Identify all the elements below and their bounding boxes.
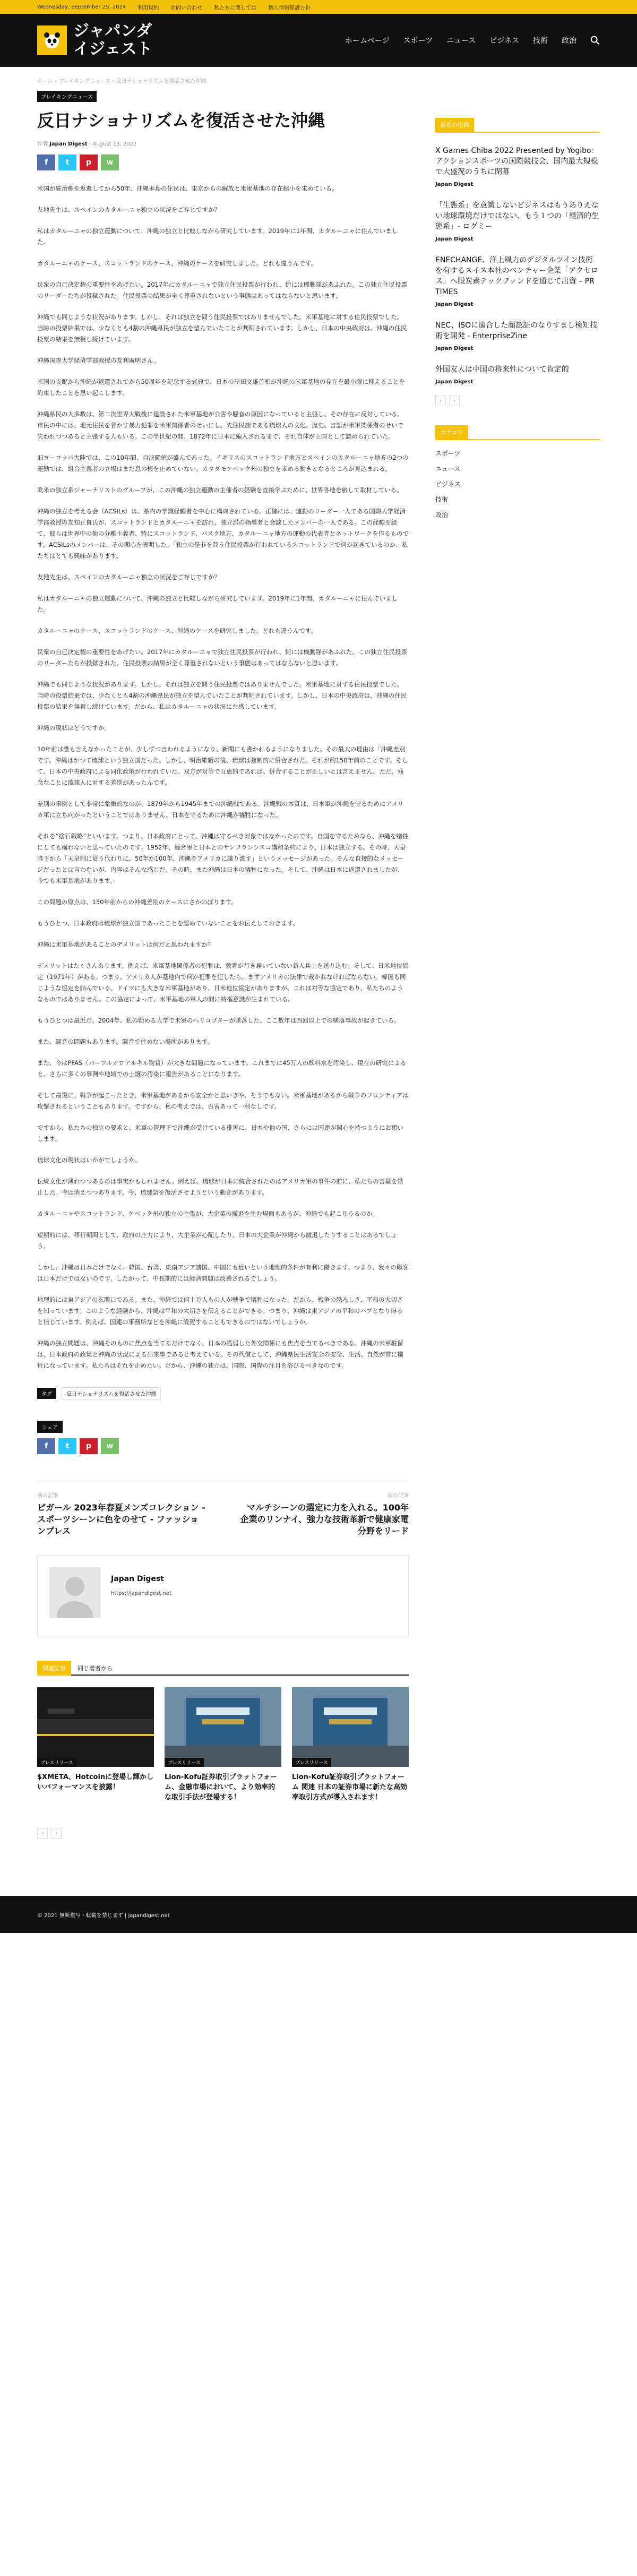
article-paragraph: また、今はPFAS（パーフルオロアルキル物質）が大きな問題になっています。これまでに45万人の飲料水を汚染し、現在の研究によると、さらに多くの事例や地域での土壌の汚染に報告があることになります。	[37, 1059, 407, 1078]
tab-related[interactable]: 関連記事	[37, 1661, 71, 1676]
latest-author[interactable]: Japan Digest	[435, 302, 474, 307]
whatsapp-icon: w	[106, 158, 114, 167]
crypto-thumbnail-image	[37, 1687, 154, 1767]
prev-page-icon[interactable]: ‹	[37, 1828, 48, 1839]
facebook-share-button[interactable]	[37, 154, 55, 170]
prev-page-icon[interactable]: ‹	[435, 396, 446, 406]
share-buttons-top	[37, 154, 409, 170]
breadcrumb[interactable]: ホーム › ブレイキングニュース › 反日ナショナリズムを復活させた沖縄	[37, 79, 206, 84]
twitter-icon: t	[65, 158, 70, 167]
categories-heading: カテゴリ	[435, 425, 468, 439]
article-paragraph: また、騒音の問題もあります。騒音で住めない場所があります。	[37, 1038, 213, 1045]
article-paragraph: 米国の支配から沖縄が返還されてから50周年を記念する式典で、日本の岸田文雄首相が沖縄の米軍基地の存在を最小限に抑えることを約束したことを思い起こします。	[37, 378, 405, 397]
article-body	[37, 183, 409, 1371]
top-date: Wednesday, September 25, 2024	[37, 4, 126, 10]
article-paragraph: 沖縄の独立を考える会（ACSILs）は、県内の学識経験者を中心に構成されている。正確には、運動のリーダー一人である国際大学経済学部教授の友知正貴氏が、スコットランドとカタルーニャを訪れ、独立派の指導者と会談したメンバーの一人である。この経験を経て、彼らは世界中の他の分離主義者、特にスコットランド、バスク地方、カタルーニャ地方の運動の代表者とネットワークを作るものです。ACSILsのメンバーは、その関心を表明した。「独立の是非を問う住民投票が行われているスコットランドで何が起きているのか、私たちはとても興味があります。	[37, 508, 409, 560]
article-paragraph: 沖縄県民の大多数は、第二次世界大戦後に建設された米軍基地が公害や騒音の原因になっていると主張し、その存在に反対している。市民の中には、地元住民を脅かす暴力犯罪を米軍関係者のせいにし、先住民族である琉球人の文化、歴史、言語が米軍関係者のせいで失われつつあると主張する人もいる。この半世紀の間、1872年に日本に編入されるまで、それ自体が王国として認められていた。	[37, 410, 403, 440]
article-paragraph: 10年前は誰も言えなかったことが、少しずつ言われるようになり、新聞にも書かれるようになりました。その最大の理由は「沖縄差別」です。沖縄はかつて琉球という独立国だった。しかし、明治維新の後、琉球は強制的に併合された。それが約150年前のことです。そして、日本の中央政府による同化政策が行われていた。双方が対等で互恵的であれば、併合することが正しいとは言えません。ただ、残念なことに琉球人に対する差別があったんです。	[37, 745, 408, 786]
article-paragraph: 伝統文化が薄れつつあるのは事実かもしれません。例えば、琉球が日本に統合されたのはアメリカ軍の事件の前に、私たちの言葉を禁止した。今は消えつつあります。今、琉球語を復活させようという動きがあります。	[37, 1178, 403, 1196]
related-tag[interactable]: プレスリリース	[165, 1758, 204, 1767]
latest-author[interactable]: Japan Digest	[435, 182, 474, 187]
logo-line2: イジェスト	[73, 40, 153, 58]
prev-title[interactable]: ピガール 2023年春夏メンズコレクション - スポーツシーンに色をのせて - ファッションプレス	[37, 1502, 205, 1536]
author-prefix: 作者	[37, 141, 48, 147]
post-navigation	[37, 1481, 409, 1537]
top-link-privacy[interactable]: 個人情報保護方針	[268, 5, 311, 11]
category-politics[interactable]: 政治	[435, 511, 449, 519]
author-url[interactable]: https://japandigest.net	[111, 1591, 171, 1596]
article-paragraph: 友地先生は、スペインのカタルーニャ独立の状況をご存じですか？	[37, 573, 220, 581]
article-paragraph: 地理的には東アジアの玄関口である。また、沖縄では何十万人もの人が戦争で犠牲になった。だから、戦争の恐ろしさ、平和の大切さを知っています。このような経験から、沖縄は平和の大切さを伝えることができる。つまり、沖縄は東アジアの平和のハブとなり得ると信じています。例えば、国連の事務所などを沖縄に設置することもできるのではないでしょうか。	[37, 1296, 403, 1326]
tab-same-author[interactable]: 同じ著者から	[78, 1665, 113, 1672]
related-title[interactable]: Lion-Kofu証券取引プラットフォーム、金融市場において、より効率的な取引手法が登場する！	[165, 1773, 277, 1801]
related-thumbnail[interactable]	[37, 1687, 154, 1767]
latest-title[interactable]: ENECHANGE、洋上風力のデジタルツイン技術を有するスイス本社のベンチャー企業「アクセロス」へ脱炭素テックファンドを通じて出資 – PR TIMES	[435, 256, 598, 296]
site-header	[0, 14, 637, 67]
next-label: 次の記事	[388, 1493, 409, 1499]
nav-business[interactable]: ビジネス	[489, 37, 519, 45]
author-link[interactable]: Japan Digest	[49, 141, 88, 147]
latest-author[interactable]: Japan Digest	[435, 379, 474, 385]
pinterest-icon: p	[85, 158, 92, 167]
market-event-thumbnail-image	[165, 1687, 281, 1767]
related-pager	[37, 1828, 409, 1839]
related-thumbnail[interactable]	[292, 1687, 409, 1767]
latest-title[interactable]: 「生態系」を意識しないビジネスはもうありえない地球環境だけではない、もう１つの「経済的生態系」- ログミー	[435, 201, 599, 231]
article-paragraph: デメリットはたくさんあります。例えば、米軍基地関係者の犯罪は、教育が行き届いていない新人兵士を送り込む。そして、日米地位協定（1971年）がある。つまり、アメリカ人が基地内で何か犯罪を犯したら、まずアメリカの法律で裁かれなければならない。韓国も同じような協定を結んでいる。ドイツにも大きな米軍基地があり、日米地位協定がありますが、これは対等な協定であり、私たちのようなものではありません。この協定によって、米軍基地の軍人の間に特権意識が生まれている。	[37, 962, 409, 1003]
category-tech[interactable]: 技術	[435, 496, 449, 503]
related-tabs	[37, 1662, 409, 1676]
avatar[interactable]	[49, 1567, 100, 1618]
article-main	[37, 67, 409, 1839]
tags-row	[37, 1387, 409, 1399]
nav-politics[interactable]: 政治	[562, 37, 576, 45]
category-news[interactable]: ニュース	[435, 465, 461, 473]
nav-home[interactable]: ホームページ	[345, 37, 390, 45]
article-paragraph: 沖縄国際大学経済学部教授の友利廣明さん。	[37, 357, 160, 364]
related-title[interactable]: Lion-Kofu証券取引プラットフォーム 関連 日本の証券市場に新たな高効率取引方式が導入されます！	[292, 1773, 408, 1801]
top-link-contact[interactable]: お問い合わせ	[170, 5, 203, 11]
article-paragraph: 沖縄でも同じような状況があります。しかし、それは独立を問う住民投票ではありませんでした。米軍基地に対する住民投票でした。当時の投票結果では、少なくとも4割の沖縄県民が独立を望んでいたことが判明されています。しかし、日本の中央政府は、沖縄の住民投票の結果を無視し続けています。だから、私はカタルーニャの状況に共感しています。	[37, 681, 407, 710]
article-paragraph: しかし、沖縄は日本だけでなく、韓国、台湾、東南アジア諸国、中国にも近いという地理的条件が有利に働きます。つまり、我々の顧客は日本だけではないのです。したがって、中長期的には経済問題は改善されるでしょう。	[37, 1264, 409, 1282]
article-paragraph: 私はカタルーニャの独立運動について、沖縄の独立と比較しながら研究しています。2019年に1年間、カタルーニャに住んでいました。	[37, 227, 398, 246]
categories-widget	[435, 425, 600, 519]
pinterest-share-button[interactable]	[80, 154, 98, 170]
latest-item[interactable]	[435, 255, 600, 307]
latest-title[interactable]: NEC、ISOに適合した顔認証のなりすまし検知技術を開発 - EnterpriseZine	[435, 321, 598, 340]
article-paragraph: 短期的には、移行期間として、政府の庄力により、大企業が心配したり、日本の大企業が沖縄から撤退したりすることはあるでしょう。	[37, 1231, 398, 1250]
category-tag[interactable]: ブレイキングニュース	[37, 91, 97, 102]
article-paragraph: ですから、私たちの独立の要求と、米軍の管理下で沖縄が受けている排害に、日本や他の国、さらには国連が関心を持つようにお願いします。	[37, 1124, 403, 1143]
site-logo[interactable]	[37, 22, 152, 58]
twitter-share-button-bottom[interactable]	[58, 1438, 76, 1454]
nav-news[interactable]: ニュース	[446, 37, 476, 45]
related-card[interactable]	[292, 1687, 409, 1802]
panda-logo-icon	[37, 25, 67, 55]
nav-tech[interactable]: 技術	[533, 37, 548, 45]
latest-title[interactable]: 外国友人は中国の将来性について肯定的	[435, 365, 569, 374]
related-tag[interactable]: プレスリリース	[292, 1758, 331, 1767]
related-tag[interactable]: プレスリリース	[37, 1758, 76, 1767]
top-link-terms[interactable]: 利用規約	[137, 5, 159, 11]
share-label: シェア	[37, 1421, 63, 1433]
latest-title[interactable]: X Games Chiba 2022 Presented by Yogibo：アクションスポーツの国際競技会、国内最大規模で大盛況のうちに閉幕	[435, 147, 599, 176]
article-paragraph: もうひとつは最近だ。2004年、私の勤める大学で米軍のヘリコプターが墜落した。ここ数年は四回以上での墜落事故が起きている。	[37, 1017, 400, 1024]
facebook-share-button-bottom[interactable]	[37, 1438, 55, 1454]
top-bar	[0, 0, 637, 14]
next-post[interactable]	[239, 1491, 409, 1537]
sidebar	[435, 67, 600, 1839]
search-icon[interactable]	[590, 36, 600, 45]
share-section-bottom	[37, 1421, 409, 1454]
author-name[interactable]: Japan Digest	[111, 1575, 164, 1583]
related-articles	[37, 1662, 409, 1839]
related-title[interactable]: $XMETA、Hotcoinに登場し輝かしいパフォーマンスを披露！	[37, 1773, 154, 1791]
article-paragraph: それを“捨石戦略”といいます。つまり、日本政府にとって、沖縄は守るべき対象ではなかったのです。自国を守るためなら、沖縄を犠牲にしても構わないと思っていたのです。1952年、連合軍と日本とのサンフランシスコ講和条約により、日本は独立する。その時、天皇陛下から「天皇制に従う代わりに、50年か100年、沖縄をアメリカに譲り渡す」というメッセージがあった。そんな直接的なメッセージだったとは言わないが、内容はそんな感じだ。その時、また沖縄は日本の犠牲になった。そして、沖縄は日本に返還されましたが、今でも米軍基地があります。	[37, 832, 409, 885]
article-paragraph: 沖縄の現状はどうですか。	[37, 724, 110, 732]
logo-line1: ジャパンダ	[73, 22, 152, 40]
related-thumbnail[interactable]	[165, 1687, 281, 1767]
market-event-thumbnail-image	[292, 1687, 409, 1767]
whatsapp-icon: w	[106, 1442, 114, 1450]
categories-list	[435, 449, 600, 519]
pinterest-share-button-bottom[interactable]	[80, 1438, 98, 1454]
related-grid	[37, 1687, 409, 1802]
article-paragraph: 民衆の自己決定権の重要性をあげたい。2017年にカタルーニャで独立住民投票が行われ、街には機動隊があふれた。この独立住民投票のリーダーたちが投獄された。住民投票の結果が全く尊重されないという事態はあってはならないと思います。	[37, 281, 407, 299]
facebook-icon: f	[44, 158, 48, 167]
top-link-about[interactable]: 私たちに関しては	[214, 5, 257, 11]
tags-label: タグ	[37, 1388, 56, 1399]
article-paragraph: 民衆の自己決定権の重要性をあげたい。2017年にカタルーニャで独立住民投票が行われ、街には機動隊があふれた。この独立住民投票のリーダーたちが投獄された。住民投票の結果が全く尊重されないという事態はあってはならないと思います。	[37, 648, 407, 667]
article-paragraph: 沖縄でも同じような状況があります。しかし、それは独立を問う住民投票ではありませんでした。米軍基地に対する住民投票でした。当時の投票結果では、少なくとも4割の沖縄県民が独立を望んでいたことが判明されています。しかし、日本の中央政府は、沖縄の住民投票の結果を無視し続けています。	[37, 313, 407, 343]
article-paragraph: 沖縄に米軍基地があることのデメリットは何だと思われますか？	[37, 941, 214, 948]
whatsapp-share-button[interactable]	[101, 154, 119, 170]
article-paragraph: カタルーニャのケース、スコットランドのケース、沖縄のケースを研究しました。どれも違うんです。	[37, 260, 317, 267]
prev-post[interactable]	[37, 1491, 207, 1537]
article-date: August 13, 2022	[92, 141, 137, 147]
latest-item[interactable]	[435, 200, 600, 242]
article-paragraph: カタルーニャやスコットランド、ケベック州の独立の主張が、大企業の撤退を生む場面もあるが、沖縄でも起こりうるのか。	[37, 1210, 378, 1217]
prev-label: 前の記事	[37, 1493, 58, 1499]
article-paragraph: カタルーニャのケース、スコットランドのケース、沖縄のケースを研究しました。どれも違うんです。	[37, 627, 317, 634]
footer-copyright: © 2021 無断複写・転載を禁じます | japandigest.net	[37, 1912, 170, 1919]
article-paragraph: 友地先生は、スペインのカタルーニャ独立の状況をご存じですか？	[37, 206, 220, 213]
whatsapp-share-button-bottom[interactable]	[101, 1438, 119, 1454]
main-nav	[331, 35, 600, 46]
pinterest-icon: p	[85, 1442, 92, 1450]
article-paragraph: 旧ヨーロッパ大陸では、この10年間、自決闘値が盛んであった。イギリスのスコットランド地方とスペインのカタルーニャ地方の2つの運動では、組合主義者の立場はまだ息の根を止めていない。カタダモケベック州の独立を求める動きとなるところが見込まれる。	[37, 454, 409, 473]
latest-item[interactable]	[435, 320, 600, 351]
content-wrap	[37, 67, 600, 1839]
next-page-icon[interactable]: ›	[449, 396, 460, 406]
article-paragraph: 差別の事例として非常に象徴的なのが、1879年から1945年までの沖縄戦である。沖縄戦の本質は、日本軍が沖縄を守るためにアメリカ軍に立ち向かったということではありません。日本を守るために沖縄が犠牲になった。	[37, 800, 404, 819]
related-card[interactable]	[37, 1687, 154, 1802]
article-paragraph: 私はカタルーニャの独立運動について、沖縄の独立と比較しながら研究しています。2019年に1年間、カタルーニャに住んでいました。	[37, 595, 398, 613]
default-avatar-icon	[49, 1567, 100, 1618]
latest-author[interactable]: Japan Digest	[435, 346, 474, 351]
next-page-icon[interactable]: ›	[51, 1828, 62, 1839]
category-sports[interactable]: スポーツ	[435, 450, 461, 457]
twitter-icon: t	[65, 1442, 70, 1450]
author-box	[37, 1555, 409, 1637]
article-paragraph: 米国が統治権を返還してから50年、沖縄本島の住民は、東京からの解放と米軍基地の存在縮小を求めている。	[37, 185, 338, 192]
nav-sports[interactable]: スポーツ	[403, 37, 433, 45]
article-paragraph: この問題の原点は、150年前からの沖縄差別のケースにさかのぼります。	[37, 898, 237, 906]
twitter-share-button[interactable]	[58, 154, 76, 170]
latest-item[interactable]	[435, 145, 600, 187]
latest-posts	[435, 118, 600, 406]
article-meta: 作者 Japan Digest - August 13, 2022	[37, 141, 137, 147]
latest-pager	[435, 396, 600, 406]
site-footer	[0, 1896, 637, 1933]
latest-author[interactable]: Japan Digest	[435, 236, 474, 242]
article-title: 反日ナショナリズムを復活させた沖縄	[37, 110, 325, 131]
next-title[interactable]: マルチシーンの選定に力を入れる。100年企業のリンナイ、強力な技術革新で健康家電分野をリード	[240, 1502, 409, 1536]
article-paragraph: 琉球文化の現状はいかがでしょうか。	[37, 1156, 141, 1164]
share-buttons-bottom	[37, 1438, 409, 1454]
article-paragraph: もうひとつ、日本政府は琉球が独立国であったことを認めていないことをお伝えしておきます。	[37, 920, 299, 927]
article-paragraph: そして最後に、戦争が起こったとき、米軍基地があるから安全かと思いきや、そうでもない。米軍基地があるから戦争のフロンティアは攻撃されるということもあります。ですから、私の考えでは、百害あって一利なしです。	[37, 1092, 409, 1110]
related-card[interactable]	[165, 1687, 281, 1802]
logo-text	[73, 22, 152, 58]
latest-item[interactable]	[435, 364, 600, 385]
category-business[interactable]: ビジネス	[435, 480, 461, 488]
tag-link[interactable]: 反日ナショナリズムを復活させた沖縄	[62, 1387, 161, 1399]
latest-heading: 最近の投稿	[435, 118, 474, 132]
facebook-icon: f	[44, 1442, 48, 1450]
article-paragraph: 欧米の独立系ジャーナリストのグループが、この沖縄の独立運動の主催者の経験を直接学ぶために、世界各地を旅して取材している。	[37, 486, 403, 494]
article-paragraph: 沖縄の独立問題は、沖縄そのものに焦点を当てるだけでなく、日本の脆弱した外交関係にも焦点を当てるべきである。沖縄の米軍駐留は、日本政府の政策と沖縄の状況による出来事であると考えている。その代償として、沖縄県民生活安全の安全、生活、自然が常に犠牲になっています。私たちはそれを止めたい。だから、沖縄の独立は、国際、国際の注目を浴びるべきなのです。	[37, 1339, 403, 1369]
